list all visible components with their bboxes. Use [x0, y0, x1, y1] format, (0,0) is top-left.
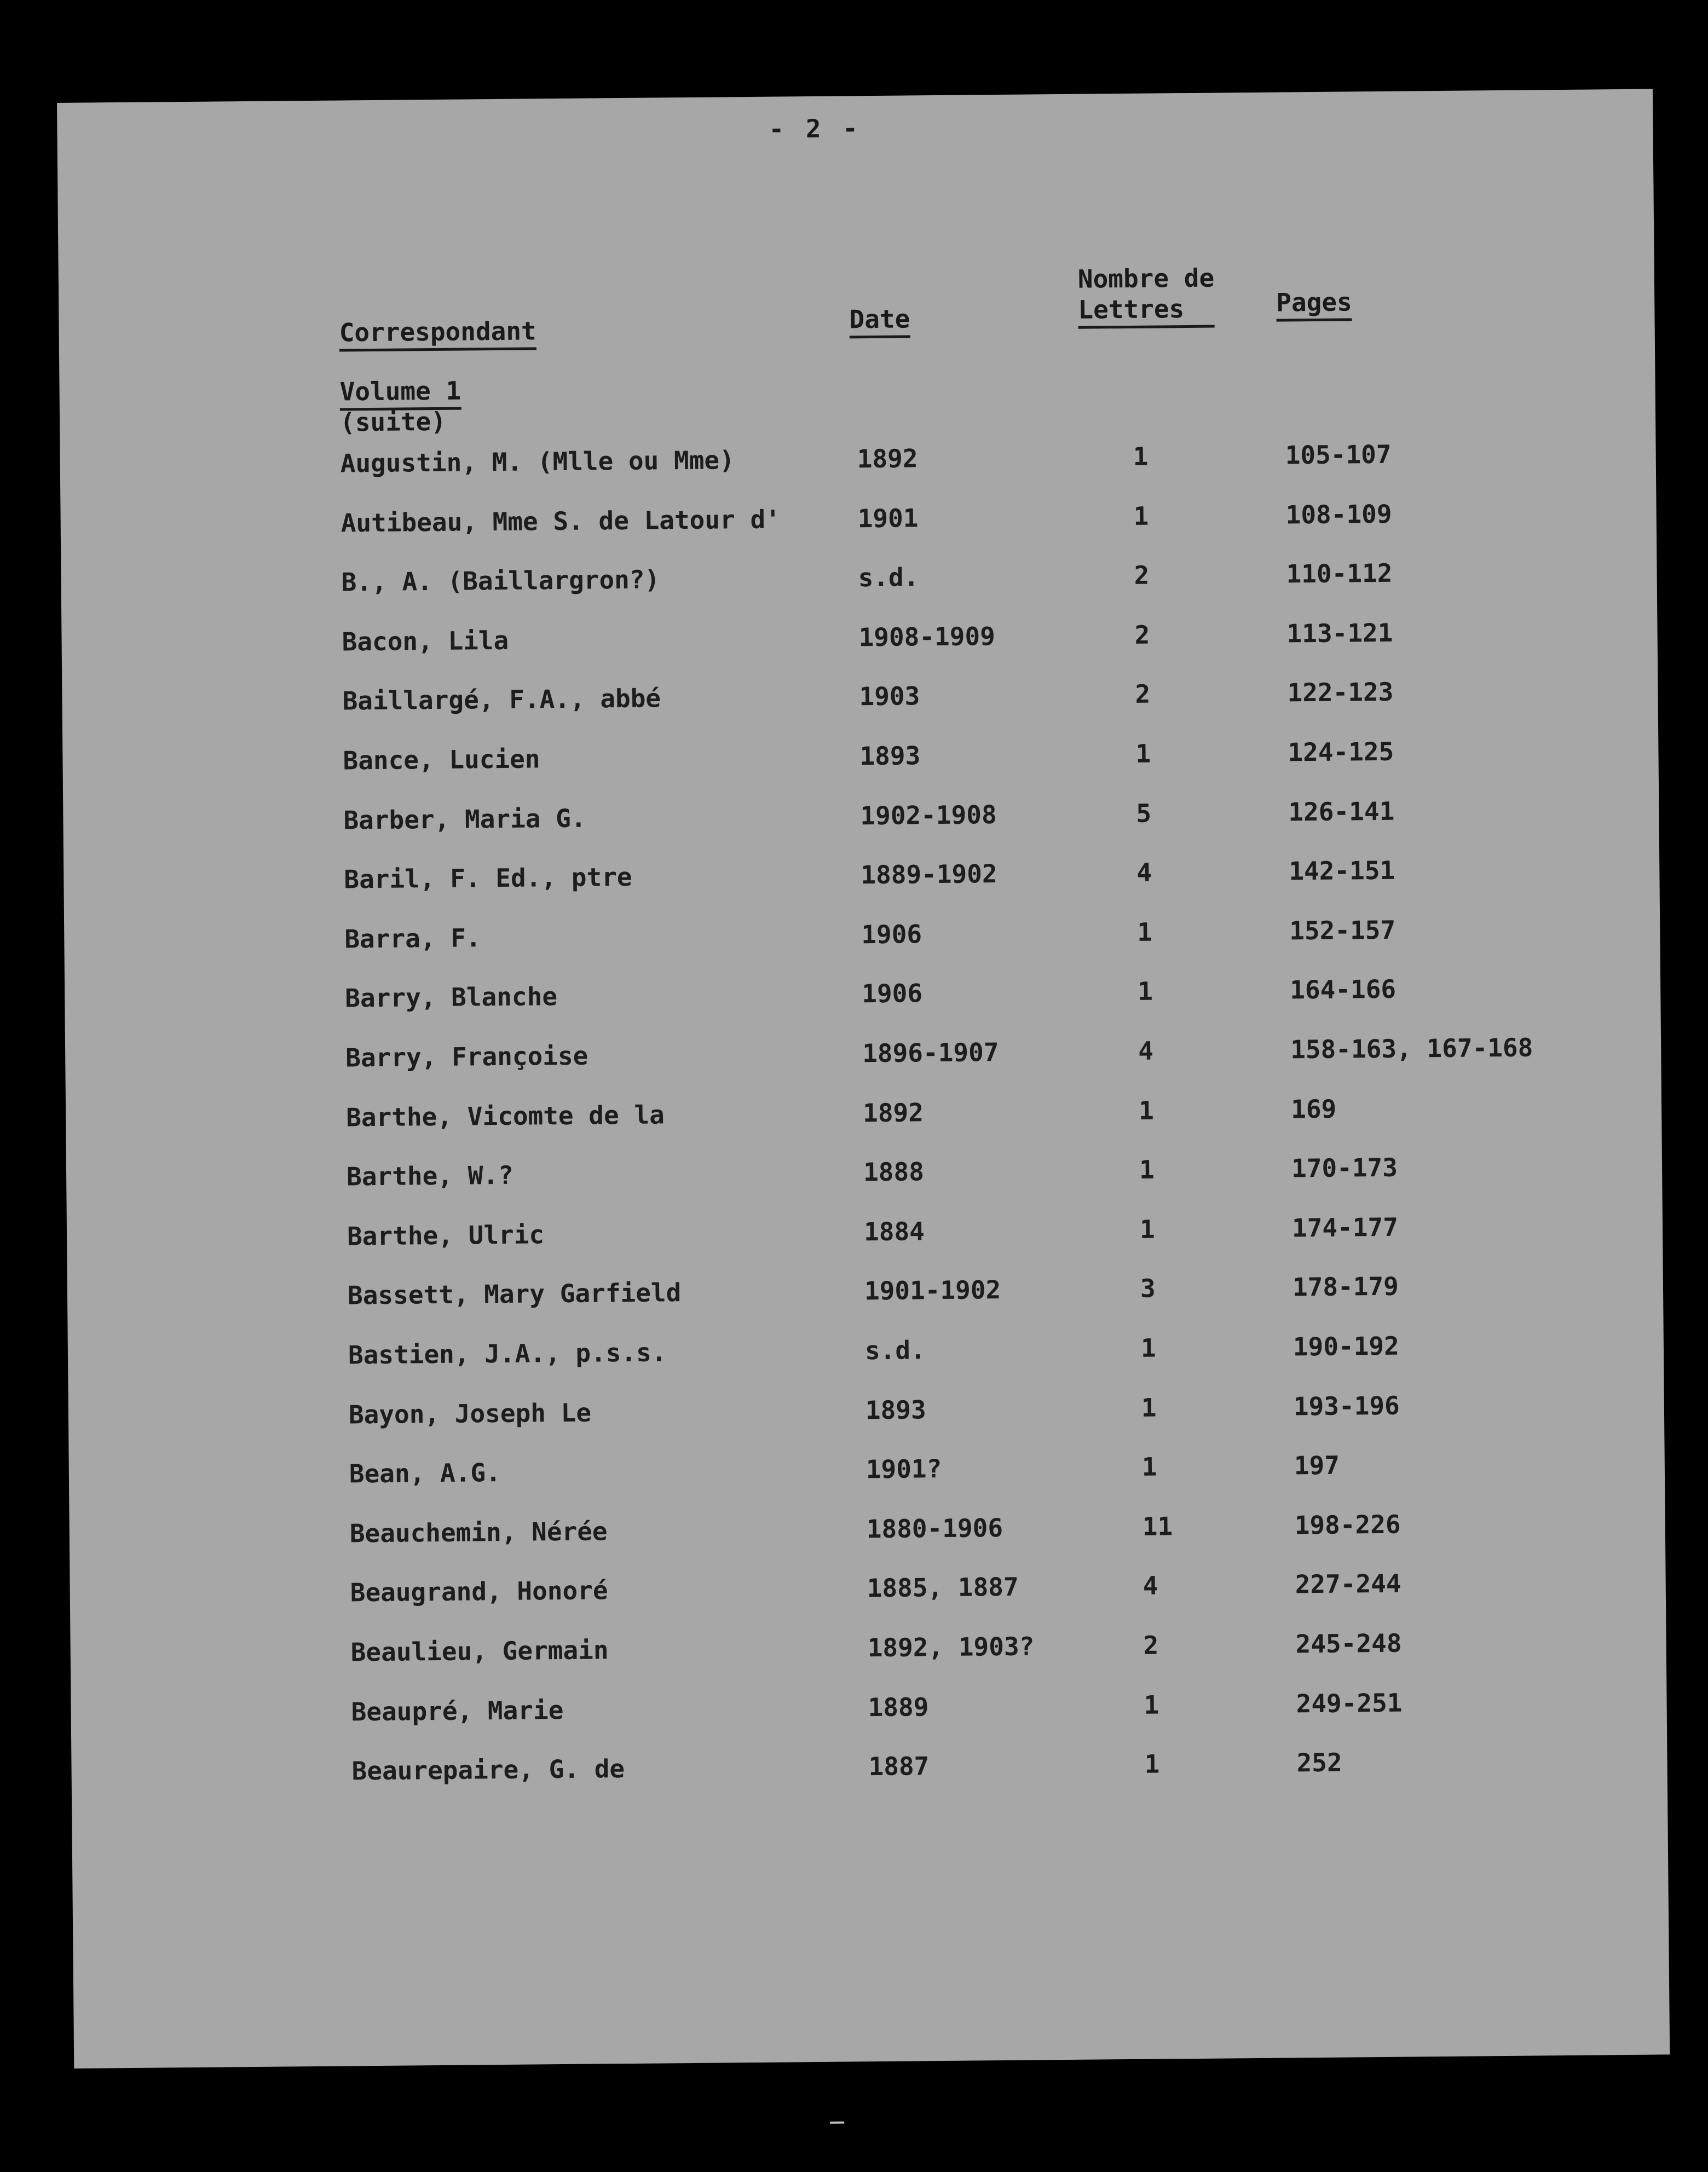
page-range: 174-177 [1291, 1212, 1399, 1243]
letter-count: 1 [1144, 1749, 1160, 1779]
table-row [64, 912, 1660, 959]
page-range: 193-196 [1293, 1390, 1400, 1421]
header-pages: Pages [1276, 286, 1352, 321]
letter-date: 1901-1902 [864, 1275, 1001, 1306]
letter-date: 1887 [868, 1751, 930, 1782]
table-row [71, 1745, 1667, 1792]
correspondent-name: Augustin, M. (Mlle ou Mme) [340, 445, 735, 478]
letter-date: 1889-1902 [861, 859, 997, 890]
letter-count: 1 [1135, 738, 1151, 769]
document-page [57, 89, 1670, 2069]
table-row [60, 496, 1656, 543]
letter-date: 1888 [863, 1157, 925, 1187]
letter-count: 5 [1136, 798, 1152, 828]
letter-date: 1885, 1887 [867, 1572, 1019, 1603]
table-row [61, 615, 1657, 662]
page-range: 122-123 [1287, 677, 1394, 708]
page-range: 170-173 [1291, 1152, 1398, 1183]
letter-date: s.d. [864, 1335, 926, 1366]
header-date: Date [849, 303, 910, 338]
letter-date: 1903 [859, 681, 920, 712]
header-correspondant: Correspondant [339, 315, 536, 351]
page-range: 105-107 [1285, 439, 1392, 470]
correspondent-name: Bean, A.G. [349, 1458, 501, 1489]
page-range: 113-121 [1286, 617, 1393, 649]
table-row [71, 1685, 1666, 1732]
letter-count: 2 [1134, 620, 1150, 650]
letter-date: 1892, 1903? [867, 1631, 1035, 1663]
page-range: 110-112 [1286, 558, 1393, 589]
page-range: 198-226 [1294, 1509, 1401, 1540]
letter-date: 1892 [857, 443, 918, 474]
table-row [70, 1507, 1665, 1553]
letter-count: 1 [1139, 1154, 1155, 1185]
letter-date: 1880-1906 [866, 1512, 1003, 1544]
scan-mark [830, 2122, 844, 2124]
correspondent-name: Bastien, J.A., p.s.s. [348, 1337, 667, 1370]
table-row [60, 437, 1656, 484]
page-range: 178-179 [1292, 1272, 1399, 1302]
page-range: 108-109 [1285, 499, 1392, 530]
letter-count: 2 [1135, 679, 1151, 709]
letter-count: 1 [1144, 1690, 1159, 1720]
page-range: 245-248 [1295, 1628, 1402, 1659]
page-range: 227-244 [1295, 1569, 1401, 1599]
letter-date: 1901? [865, 1454, 942, 1484]
letter-count: 1 [1137, 917, 1153, 947]
letter-date: 1901 [857, 502, 919, 533]
letter-date: 1906 [861, 919, 922, 950]
volume-label: Volume 1 [339, 376, 461, 411]
table-row [65, 1031, 1661, 1078]
table-row [62, 675, 1658, 721]
letter-count: 2 [1134, 560, 1150, 591]
letter-date: 1892 [862, 1097, 924, 1128]
page-range: 126-141 [1288, 796, 1395, 827]
letter-date: 1893 [859, 741, 921, 771]
letter-count: 1 [1133, 501, 1149, 531]
correspondent-name: Bayon, Joseph Le [348, 1397, 592, 1430]
page-range: 158-163, 167-168 [1290, 1032, 1533, 1065]
table-row [68, 1328, 1664, 1375]
header-nombre-line2: Lettres [1078, 294, 1185, 325]
letter-count: 4 [1136, 857, 1152, 888]
letter-count: 1 [1139, 1214, 1155, 1244]
letter-count: 1 [1141, 1393, 1157, 1423]
correspondent-name: Barthe, Ulric [347, 1220, 545, 1251]
correspondent-name: Barra, F. [344, 923, 481, 954]
correspondent-name: Beaulieu, Germain [350, 1635, 609, 1667]
correspondent-name: Bassett, Mary Garfield [347, 1278, 682, 1310]
header-nombre-line1: Nombre de [1077, 263, 1215, 294]
letter-count: 4 [1142, 1570, 1158, 1601]
page-range: 164-166 [1289, 974, 1397, 1005]
correspondent-name: Beauchemin, Nérée [349, 1516, 608, 1549]
correspondent-name: Baril, F. Ed., ptre [344, 862, 632, 894]
letter-count: 1 [1141, 1452, 1157, 1482]
page-range: 169 [1290, 1094, 1337, 1124]
letter-count: 1 [1140, 1333, 1156, 1363]
correspondent-name: Barry, Françoise [345, 1041, 588, 1073]
table-row [69, 1448, 1665, 1494]
letter-date: s.d. [858, 562, 919, 593]
letter-date: 1906 [862, 978, 923, 1009]
page-range: 124-125 [1288, 736, 1394, 767]
correspondent-name: Beaupré, Marie [351, 1695, 564, 1727]
correspondent-name: Bance, Lucien [343, 744, 540, 776]
letter-date: 1893 [865, 1394, 926, 1425]
correspondent-name: Baillargé, F.A., abbé [342, 683, 661, 716]
correspondent-name: Beaurepaire, G. de [351, 1754, 625, 1786]
header-nombre-de-lettres [1078, 263, 1215, 329]
correspondent-name: Barry, Blanche [345, 981, 558, 1013]
table-row [66, 1151, 1662, 1197]
table-row [66, 1091, 1661, 1137]
letter-count: 1 [1133, 441, 1149, 471]
correspondent-name: B., A. (Baillargron?) [341, 564, 660, 597]
letter-count: 2 [1143, 1630, 1159, 1660]
correspondent-name: Beaugrand, Honoré [350, 1575, 608, 1608]
letter-date: 1896-1907 [862, 1037, 999, 1068]
page-range: 190-192 [1292, 1331, 1400, 1362]
letter-date: 1889 [868, 1691, 929, 1722]
letter-count: 4 [1138, 1036, 1154, 1066]
letter-count: 1 [1138, 1095, 1155, 1125]
page-range: 249-251 [1296, 1688, 1403, 1718]
table-row [71, 1626, 1666, 1672]
table-row [63, 794, 1659, 840]
page-number: - 2 - [769, 113, 862, 144]
table-row [67, 1210, 1663, 1256]
correspondent-name: Barber, Maria G. [343, 803, 586, 835]
table-row [64, 853, 1659, 900]
letter-count: 1 [1138, 976, 1153, 1007]
table-row [67, 1269, 1663, 1316]
table-row [70, 1567, 1666, 1613]
table-row [61, 556, 1657, 603]
correspondent-name: Bacon, Lila [342, 625, 509, 657]
table-row [65, 972, 1660, 1019]
correspondent-name: Barthe, Vicomte de la [345, 1099, 665, 1133]
page-range: 152-157 [1289, 915, 1396, 946]
letter-date: 1902-1908 [860, 799, 997, 830]
correspondent-name: Autibeau, Mme S. de Latour d' [341, 504, 781, 538]
page-range: 197 [1294, 1450, 1340, 1481]
letter-date: 1908-1909 [858, 621, 996, 652]
letter-count: 3 [1140, 1273, 1156, 1304]
letter-date: 1884 [863, 1216, 925, 1247]
page-range: 142-151 [1289, 855, 1395, 886]
letter-count: 11 [1142, 1511, 1173, 1541]
page-range: 252 [1296, 1747, 1342, 1778]
volume-note: (suite) [339, 406, 447, 437]
table-row [68, 1388, 1664, 1435]
correspondent-name: Barthe, W.? [346, 1160, 514, 1192]
table-row [62, 735, 1658, 781]
